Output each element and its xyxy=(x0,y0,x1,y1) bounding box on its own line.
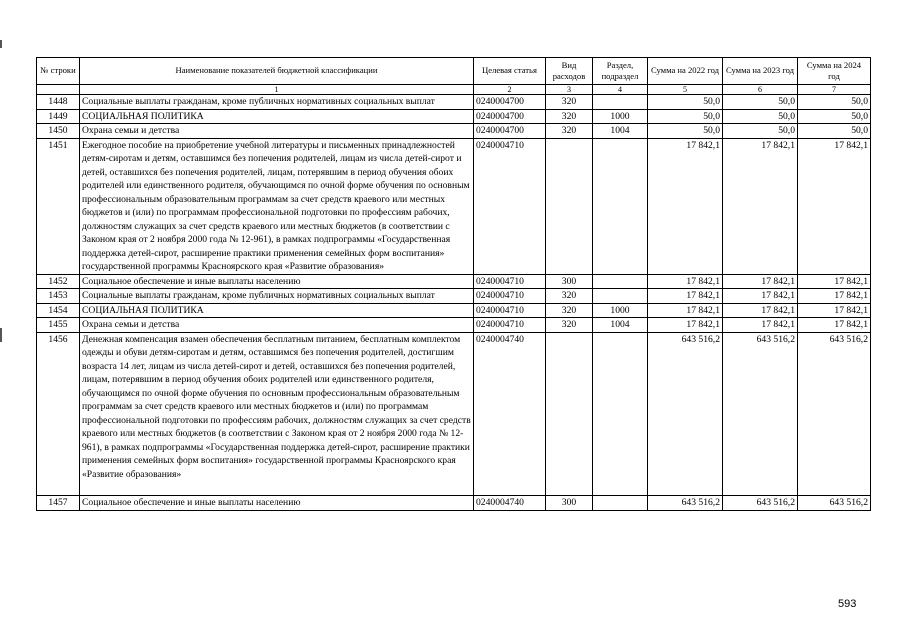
section xyxy=(593,496,648,511)
target-article: 0240004710 xyxy=(474,289,546,304)
section xyxy=(593,138,648,274)
sum-2024: 50,0 xyxy=(798,95,871,110)
indicator-name: Охрана семьи и детства xyxy=(80,124,474,139)
indicator-name: Денежная компенсация взамен обеспечения бесплатным питанием, бесплатным комплектом одежды и обуви детям-сиротам и детям, оставшимся без попечения родителей, достигшим возраста 14 лет, лицам из числа детей-сирот и детей, оставшихся без попечения родителей, лицам, потерявшим в период обучения обоих родителей или единственного родителя, обучающимся по очной форме обучения по основным профессиональным образовательным программам за счет средств краевого или местных бюджетов и (или) по программам профессиональной подготовки по профессиям рабочих, должностям служащих за счет средств краевого или местных бюджетов (в соответствии с Законом края от 2 ноября 2000 года № 12-961), в рамках подпрограммы «Государственная поддержка детей-сирот, расширение практики применения семейных форм воспитания» государственной программы Красноярского края «Развитие образования» xyxy=(80,332,474,496)
expense-type: 300 xyxy=(546,496,593,511)
row-number: 1451 xyxy=(37,138,80,274)
table-row xyxy=(37,109,871,124)
row-number: 1448 xyxy=(37,95,80,110)
sum-2024: 50,0 xyxy=(798,109,871,124)
table-row xyxy=(37,496,871,511)
table-row xyxy=(37,303,871,318)
sum-2022: 50,0 xyxy=(648,95,723,110)
section xyxy=(593,274,648,289)
row-number: 1456 xyxy=(37,332,80,496)
scan-margin-mark xyxy=(0,40,2,48)
sum-2022: 17 842,1 xyxy=(648,318,723,333)
header-indicator-name: Наименование показателей бюджетной классификации xyxy=(80,58,474,85)
expense-type: 320 xyxy=(546,318,593,333)
indicator-name: Социальное обеспечение и иные выплаты населению xyxy=(80,496,474,511)
sum-2024: 50,0 xyxy=(798,124,871,139)
sum-2023: 643 516,2 xyxy=(723,496,798,511)
header-expense-type: Вид расходов xyxy=(546,58,593,85)
target-article: 0240004710 xyxy=(474,138,546,274)
budget-table xyxy=(36,57,871,511)
sum-2024: 643 516,2 xyxy=(798,332,871,496)
column-number: 5 xyxy=(648,85,723,95)
row-number: 1453 xyxy=(37,289,80,304)
column-number: 6 xyxy=(723,85,798,95)
expense-type: 320 xyxy=(546,289,593,304)
sum-2022: 17 842,1 xyxy=(648,289,723,304)
target-article: 0240004740 xyxy=(474,496,546,511)
section: 1004 xyxy=(593,124,648,139)
sum-2023: 643 516,2 xyxy=(723,332,798,496)
indicator-name: Социальные выплаты гражданам, кроме публичных нормативных социальных выплат xyxy=(80,289,474,304)
expense-type: 320 xyxy=(546,109,593,124)
target-article: 0240004710 xyxy=(474,303,546,318)
row-number: 1449 xyxy=(37,109,80,124)
table-row xyxy=(37,289,871,304)
section xyxy=(593,332,648,496)
sum-2024: 643 516,2 xyxy=(798,496,871,511)
table-row xyxy=(37,124,871,139)
header-sum-2023: Сумма на 2023 год xyxy=(723,58,798,85)
page-number: 593 xyxy=(838,598,857,610)
section: 1004 xyxy=(593,318,648,333)
row-number: 1452 xyxy=(37,274,80,289)
section xyxy=(593,289,648,304)
header-target-article: Целевая статья xyxy=(474,58,546,85)
sum-2022: 17 842,1 xyxy=(648,274,723,289)
sum-2023: 17 842,1 xyxy=(723,303,798,318)
indicator-name: Социальные выплаты гражданам, кроме публичных нормативных социальных выплат xyxy=(80,95,474,110)
column-number-row xyxy=(37,85,871,95)
target-article: 0240004700 xyxy=(474,109,546,124)
expense-type: 320 xyxy=(546,95,593,110)
table-row xyxy=(37,332,871,496)
sum-2024: 17 842,1 xyxy=(798,138,871,274)
header-section: Раздел, подраздел xyxy=(593,58,648,85)
header-row-number: № строки xyxy=(37,58,80,85)
table-row xyxy=(37,318,871,333)
sum-2024: 17 842,1 xyxy=(798,303,871,318)
sum-2023: 17 842,1 xyxy=(723,274,798,289)
sum-2022: 643 516,2 xyxy=(648,332,723,496)
column-number: 4 xyxy=(593,85,648,95)
target-article: 0240004740 xyxy=(474,332,546,496)
table-row xyxy=(37,274,871,289)
sum-2023: 50,0 xyxy=(723,109,798,124)
column-number: 7 xyxy=(798,85,871,95)
expense-type xyxy=(546,138,593,274)
sum-2023: 17 842,1 xyxy=(723,318,798,333)
sum-2024: 17 842,1 xyxy=(798,318,871,333)
expense-type: 320 xyxy=(546,303,593,318)
indicator-name: Охрана семьи и детства xyxy=(80,318,474,333)
row-number: 1454 xyxy=(37,303,80,318)
sum-2023: 17 842,1 xyxy=(723,289,798,304)
target-article: 0240004710 xyxy=(474,318,546,333)
sum-2023: 50,0 xyxy=(723,95,798,110)
sum-2022: 17 842,1 xyxy=(648,303,723,318)
row-number: 1457 xyxy=(37,496,80,511)
indicator-name: СОЦИАЛЬНАЯ ПОЛИТИКА xyxy=(80,303,474,318)
table-row xyxy=(37,138,871,274)
header-sum-2022: Сумма на 2022 год xyxy=(648,58,723,85)
target-article: 0240004710 xyxy=(474,274,546,289)
sum-2023: 50,0 xyxy=(723,124,798,139)
sum-2024: 17 842,1 xyxy=(798,274,871,289)
target-article: 0240004700 xyxy=(474,124,546,139)
table-header-row xyxy=(37,58,871,85)
sum-2022: 50,0 xyxy=(648,124,723,139)
table-row xyxy=(37,95,871,110)
expense-type xyxy=(546,332,593,496)
scan-margin-mark xyxy=(0,328,2,342)
indicator-name: СОЦИАЛЬНАЯ ПОЛИТИКА xyxy=(80,109,474,124)
sum-2022: 50,0 xyxy=(648,109,723,124)
sum-2024: 17 842,1 xyxy=(798,289,871,304)
header-sum-2024: Сумма на 2024 год xyxy=(798,58,871,85)
sum-2022: 643 516,2 xyxy=(648,496,723,511)
indicator-name: Ежегодное пособие на приобретение учебной литературы и письменных принадлежностей детям-сиротам и детям, оставшимся без попечения родителей, лицам из числа детей-сирот и детей, оставшихся без попечения родителей, лицам, потерявшим в период обучения обоих родителей или единственного родителя, обучающимся по очной форме обучения по основным профессиональным образовательным программам за счет средств краевого или местных бюджетов и (или) по программам профессиональной подготовки по профессиям рабочих, должностям служащих за счет средств краевого или местных бюджетов (в соответствии с Законом края от 2 ноября 2000 года № 12-961), в рамках подпрограммы «Государственная поддержка детей-сирот, расширение практики применения семейных форм воспитания» государственной программы Красноярского края «Развитие образования» xyxy=(80,138,474,274)
target-article: 0240004700 xyxy=(474,95,546,110)
indicator-name: Социальное обеспечение и иные выплаты населению xyxy=(80,274,474,289)
column-number-empty xyxy=(37,85,80,95)
section: 1000 xyxy=(593,303,648,318)
sum-2022: 17 842,1 xyxy=(648,138,723,274)
row-number: 1455 xyxy=(37,318,80,333)
column-number: 2 xyxy=(474,85,546,95)
row-number: 1450 xyxy=(37,124,80,139)
expense-type: 320 xyxy=(546,124,593,139)
column-number: 1 xyxy=(80,85,474,95)
section: 1000 xyxy=(593,109,648,124)
section xyxy=(593,95,648,110)
column-number: 3 xyxy=(546,85,593,95)
sum-2023: 17 842,1 xyxy=(723,138,798,274)
expense-type: 300 xyxy=(546,274,593,289)
